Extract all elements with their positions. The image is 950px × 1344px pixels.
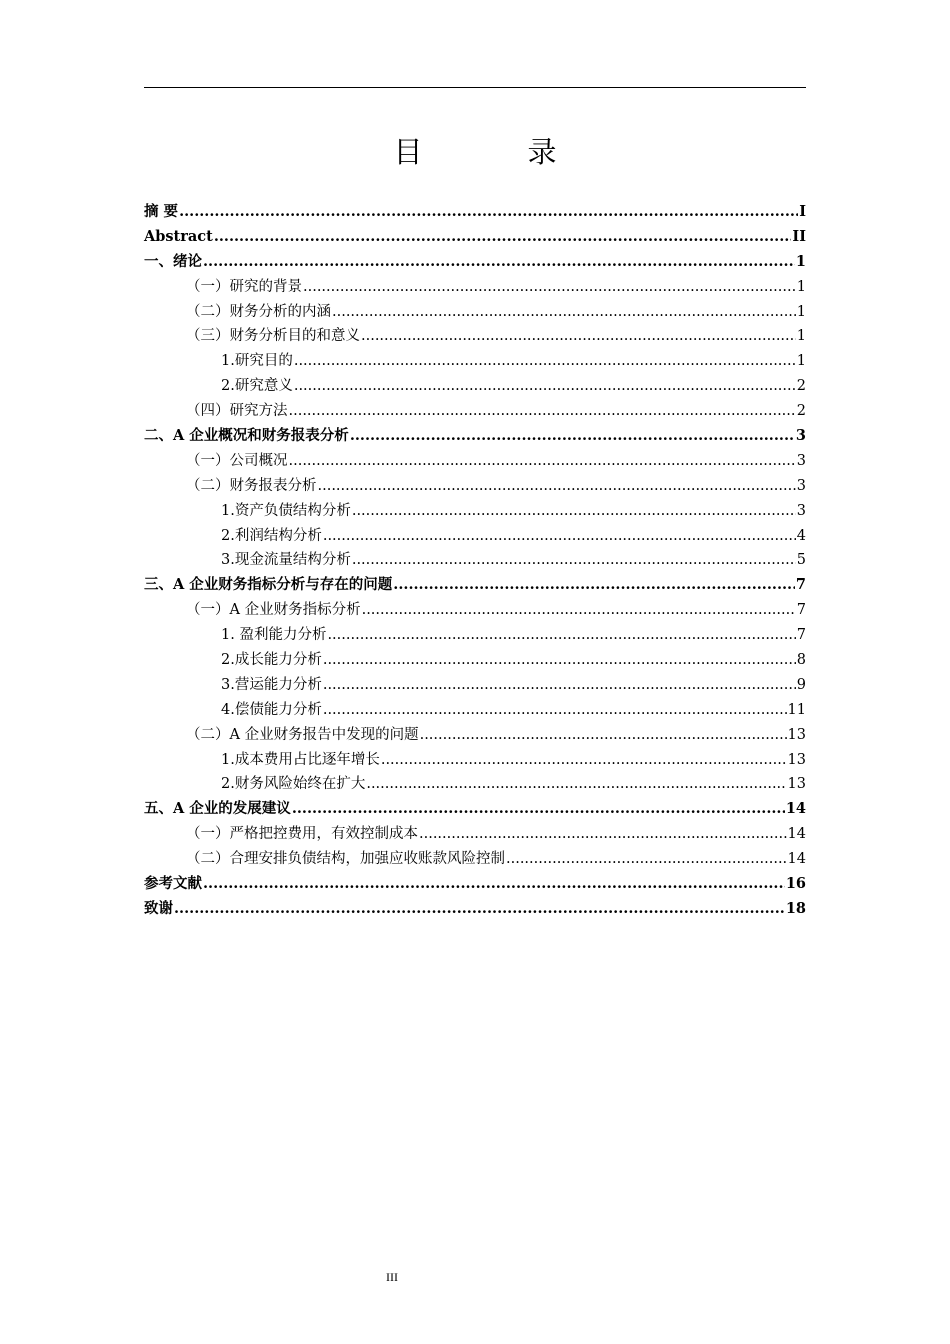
toc-leader-dots [318, 474, 796, 499]
toc-entry-page: 1 [796, 328, 806, 345]
toc-entry-label: （二）财务分析的内涵 [186, 303, 331, 320]
header-rule [144, 87, 806, 88]
toc-leader-dots [289, 449, 796, 474]
toc-entry[interactable] [144, 275, 806, 300]
toc-entry-label: （一）A 企业财务指标分析 [186, 602, 361, 619]
toc-entry-page: 9 [796, 676, 806, 693]
toc-entry[interactable] [144, 300, 806, 325]
toc-entry[interactable] [144, 673, 806, 698]
toc-entry-page: 7 [796, 627, 806, 644]
toc-leader-dots [381, 748, 787, 773]
toc-entry-label: （一）研究的背景 [186, 278, 302, 295]
toc-entry-page: 14 [785, 800, 806, 818]
toc-entry-page: 18 [785, 899, 806, 917]
toc-entry-label: （二）A 企业财务报告中发现的问题 [186, 726, 419, 743]
toc-leader-dots [303, 275, 796, 300]
toc-entry-page: 3 [796, 502, 806, 519]
page-number: III [386, 1270, 398, 1284]
toc-leader-dots [292, 797, 785, 822]
toc-entry[interactable] [144, 499, 806, 524]
toc-entry[interactable] [144, 847, 806, 872]
toc-entry-page: 13 [787, 751, 806, 768]
table-of-contents [144, 200, 806, 922]
toc-entry[interactable] [144, 897, 806, 922]
toc-leader-dots [323, 698, 787, 723]
toc-entry-label: 2.研究意义 [221, 378, 293, 395]
toc-entry-page: 2 [796, 378, 806, 395]
toc-entry-page: 1 [796, 303, 806, 320]
toc-entry[interactable] [144, 822, 806, 847]
toc-entry[interactable] [144, 449, 806, 474]
toc-entry-page: 1 [796, 353, 806, 370]
toc-leader-dots [294, 374, 796, 399]
toc-entry-label: 1.成本费用占比逐年增长 [221, 751, 380, 768]
toc-leader-dots [203, 872, 785, 897]
toc-leader-dots [323, 648, 796, 673]
toc-entry-label: 2.财务风险始终在扩大 [221, 776, 366, 793]
toc-leader-dots [203, 250, 795, 275]
toc-entry-label: 4.偿债能力分析 [221, 701, 322, 718]
toc-entry-label: 1. 盈利能力分析 [221, 627, 327, 644]
toc-entry-label: 1.资产负债结构分析 [221, 502, 351, 519]
toc-entry[interactable] [144, 573, 806, 598]
toc-leader-dots [352, 499, 796, 524]
toc-entry-label: 致谢 [144, 899, 173, 917]
toc-entry-page: 1 [795, 252, 806, 270]
toc-entry[interactable] [144, 474, 806, 499]
toc-entry-label: 参考文献 [144, 875, 202, 893]
toc-entry-label: （一）公司概况 [186, 452, 288, 469]
toc-entry-label: 一、绪论 [144, 252, 202, 270]
toc-entry-label: 摘 要 [144, 203, 179, 220]
toc-entry-page: 1 [796, 278, 806, 295]
toc-entry-page: 16 [785, 875, 806, 893]
toc-leader-dots [179, 200, 798, 225]
toc-entry-page: 3 [796, 452, 806, 469]
toc-leader-dots [366, 772, 786, 797]
toc-leader-dots [419, 822, 787, 847]
toc-leader-dots [327, 623, 795, 648]
toc-leader-dots [362, 598, 796, 623]
toc-entry-label: （二）合理安排负债结构，加强应收账款风险控制 [186, 851, 505, 868]
toc-entry[interactable] [144, 349, 806, 374]
toc-leader-dots [174, 897, 785, 922]
toc-entry[interactable] [144, 698, 806, 723]
toc-entry-page: 7 [795, 576, 806, 594]
toc-entry[interactable] [144, 548, 806, 573]
toc-leader-dots [393, 573, 795, 598]
toc-leader-dots [420, 723, 787, 748]
toc-leader-dots [506, 847, 787, 872]
toc-entry-page: 14 [787, 851, 806, 868]
toc-entry[interactable] [144, 200, 806, 225]
toc-entry-label: （三）财务分析目的和意义 [186, 328, 360, 345]
toc-entry-page: 4 [796, 527, 806, 544]
toc-entry[interactable] [144, 772, 806, 797]
toc-entry[interactable] [144, 623, 806, 648]
toc-entry[interactable] [144, 250, 806, 275]
toc-entry-label: 3.现金流量结构分析 [221, 552, 351, 569]
toc-leader-dots [214, 225, 792, 250]
toc-entry[interactable] [144, 424, 806, 449]
toc-entry-page: 14 [787, 826, 806, 843]
toc-entry[interactable] [144, 598, 806, 623]
toc-entry-label: 2.利润结构分析 [221, 527, 322, 544]
toc-entry-page: 5 [796, 552, 806, 569]
toc-entry-label: 二、A 企业概况和财务报表分析 [144, 427, 349, 445]
page-title: 目 录 [393, 135, 595, 169]
toc-entry-page: 8 [796, 652, 806, 669]
toc-entry-page: II [792, 227, 806, 245]
toc-entry[interactable] [144, 225, 806, 250]
toc-entry[interactable] [144, 648, 806, 673]
toc-entry-page: 2 [796, 403, 806, 420]
toc-entry-label: 3.营运能力分析 [221, 676, 322, 693]
toc-entry-page: 11 [787, 701, 806, 718]
toc-entry-label: 三、A 企业财务指标分析与存在的问题 [144, 576, 393, 594]
toc-leader-dots [294, 349, 796, 374]
toc-leader-dots [323, 524, 796, 549]
toc-entry[interactable] [144, 374, 806, 399]
toc-leader-dots [289, 399, 796, 424]
toc-entry-page: 7 [796, 602, 806, 619]
toc-entry[interactable] [144, 748, 806, 773]
toc-entry-page: 3 [796, 477, 806, 494]
toc-entry-label: Abstract [144, 227, 213, 245]
toc-entry-page: 3 [795, 427, 806, 445]
toc-entry-label: 五、A 企业的发展建议 [144, 800, 291, 818]
toc-entry[interactable] [144, 324, 806, 349]
toc-entry[interactable] [144, 797, 806, 822]
toc-entry[interactable] [144, 399, 806, 424]
toc-leader-dots [361, 324, 796, 349]
toc-entry-page: 13 [787, 726, 806, 743]
toc-entry[interactable] [144, 524, 806, 549]
toc-entry-label: （二）财务报表分析 [186, 477, 317, 494]
toc-leader-dots [350, 424, 795, 449]
toc-entry-label: 2.成长能力分析 [221, 652, 322, 669]
toc-entry[interactable] [144, 723, 806, 748]
toc-leader-dots [323, 673, 796, 698]
toc-entry-label: （一）严格把控费用，有效控制成本 [186, 826, 418, 843]
toc-entry-label: （四）研究方法 [186, 403, 288, 420]
toc-entry[interactable] [144, 872, 806, 897]
toc-entry-label: 1.研究目的 [221, 353, 293, 370]
toc-entry-page: 13 [787, 776, 806, 793]
toc-leader-dots [332, 300, 796, 325]
toc-leader-dots [352, 548, 796, 573]
toc-entry-page: I [799, 203, 806, 220]
